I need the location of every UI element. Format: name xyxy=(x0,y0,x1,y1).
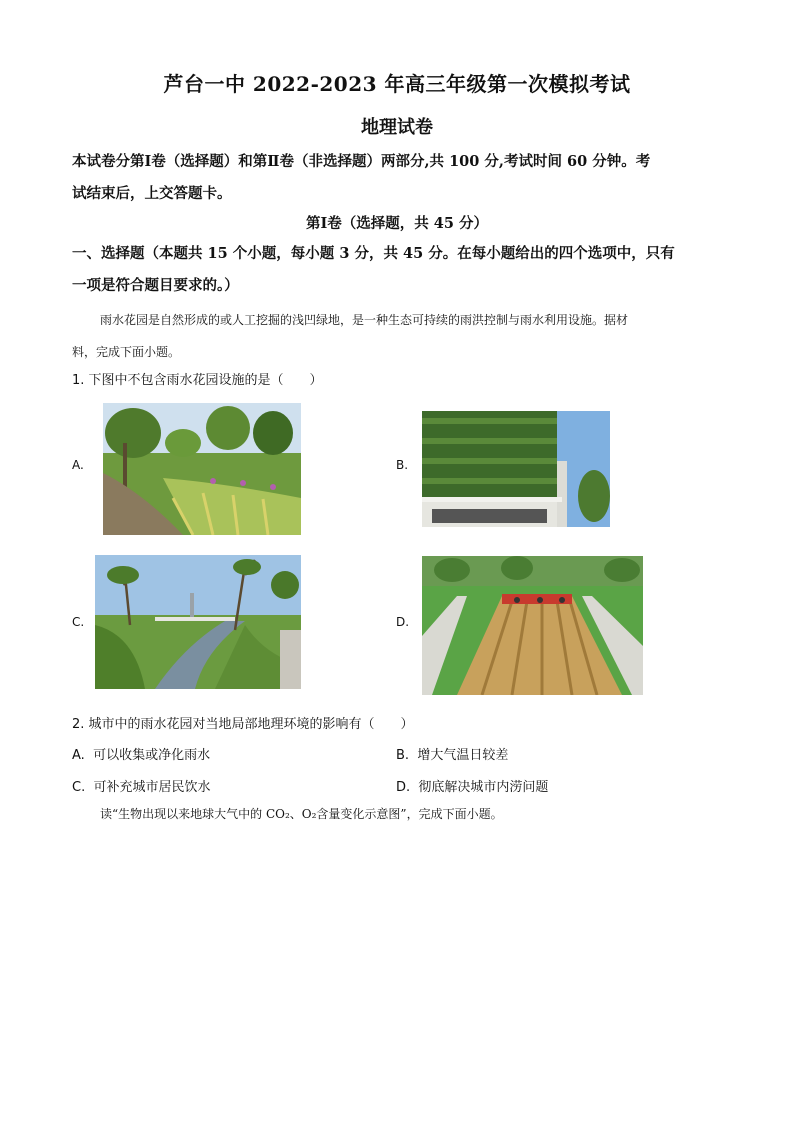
q2-option-b[interactable] xyxy=(396,744,508,763)
green-wall-building-illustration xyxy=(422,411,610,527)
exam-instructions xyxy=(72,146,722,210)
q1-option-c-label: C. xyxy=(72,615,85,629)
instructions-line-1: 本试卷分第Ⅰ卷（选择题）和第Ⅱ卷（非选择题）两部分,共 100 分,考试时间 60 分钟。考 xyxy=(72,153,651,170)
exam-subtitle: 地理试卷 xyxy=(361,117,433,138)
q1-option-c-image[interactable] xyxy=(95,555,301,689)
material-line-1: 雨水花园是自然形成的或人工挖掘的浅凹绿地，是一种生态可持续的雨洪控制与雨水利用设施。据材 xyxy=(100,313,629,327)
q2-option-c-text: 可补充城市居民饮水 xyxy=(93,780,211,795)
q2-option-a[interactable] xyxy=(72,744,210,763)
q1-option-a-label: A. xyxy=(72,458,84,472)
part-one-line-1: 一、选择题（本题共 15 个小题，每小题 3 分，共 45 分。在每小题给出的四个选项中，只有 xyxy=(72,245,675,262)
q2-option-d-label: D. xyxy=(396,780,411,795)
q2-option-b-text: 增大气温日较差 xyxy=(417,748,509,763)
q2-option-d[interactable] xyxy=(396,776,548,795)
q2-option-a-label: A. xyxy=(72,748,85,763)
instructions-line-2: 试结束后，上交答题卡。 xyxy=(72,185,232,202)
river-park-illustration xyxy=(95,555,301,689)
q2-option-c[interactable] xyxy=(72,776,211,795)
exam-title: 芦台一中 2022-2023 年高三年级第一次模拟考试 xyxy=(163,72,631,96)
plaza-grass-illustration xyxy=(422,556,643,695)
reading-material xyxy=(72,304,724,368)
question-1-stem: 1. 下图中不包含雨水花园设施的是（ ） xyxy=(72,373,323,388)
park-meadow-illustration xyxy=(103,403,301,535)
q2-option-c-label: C. xyxy=(72,780,86,795)
part-one-heading xyxy=(72,238,722,302)
section-title: 第Ⅰ卷（选择题，共 45 分） xyxy=(305,215,489,232)
question-2-stem: 2. 城市中的雨水花园对当地局部地理环境的影响有（ ） xyxy=(72,717,414,732)
q1-option-a-image[interactable] xyxy=(103,403,301,535)
q1-option-b-label: B. xyxy=(396,458,409,472)
part-one-line-2: 一项是符合题目要求的。） xyxy=(72,277,239,294)
q1-option-d-image[interactable] xyxy=(422,556,643,695)
q1-option-b-image[interactable] xyxy=(422,411,610,527)
q2-option-d-text: 彻底解决城市内涝问题 xyxy=(418,780,549,795)
q1-option-d-label: D. xyxy=(396,615,410,629)
reading-prompt: 读“生物出现以来地球大气中的 CO₂、O₂含量变化示意图”，完成下面小题。 xyxy=(100,807,503,821)
q2-option-b-label: B. xyxy=(396,748,410,763)
q2-option-a-text: 可以收集或净化雨水 xyxy=(93,748,211,763)
material-line-2: 料，完成下面小题。 xyxy=(72,345,181,359)
